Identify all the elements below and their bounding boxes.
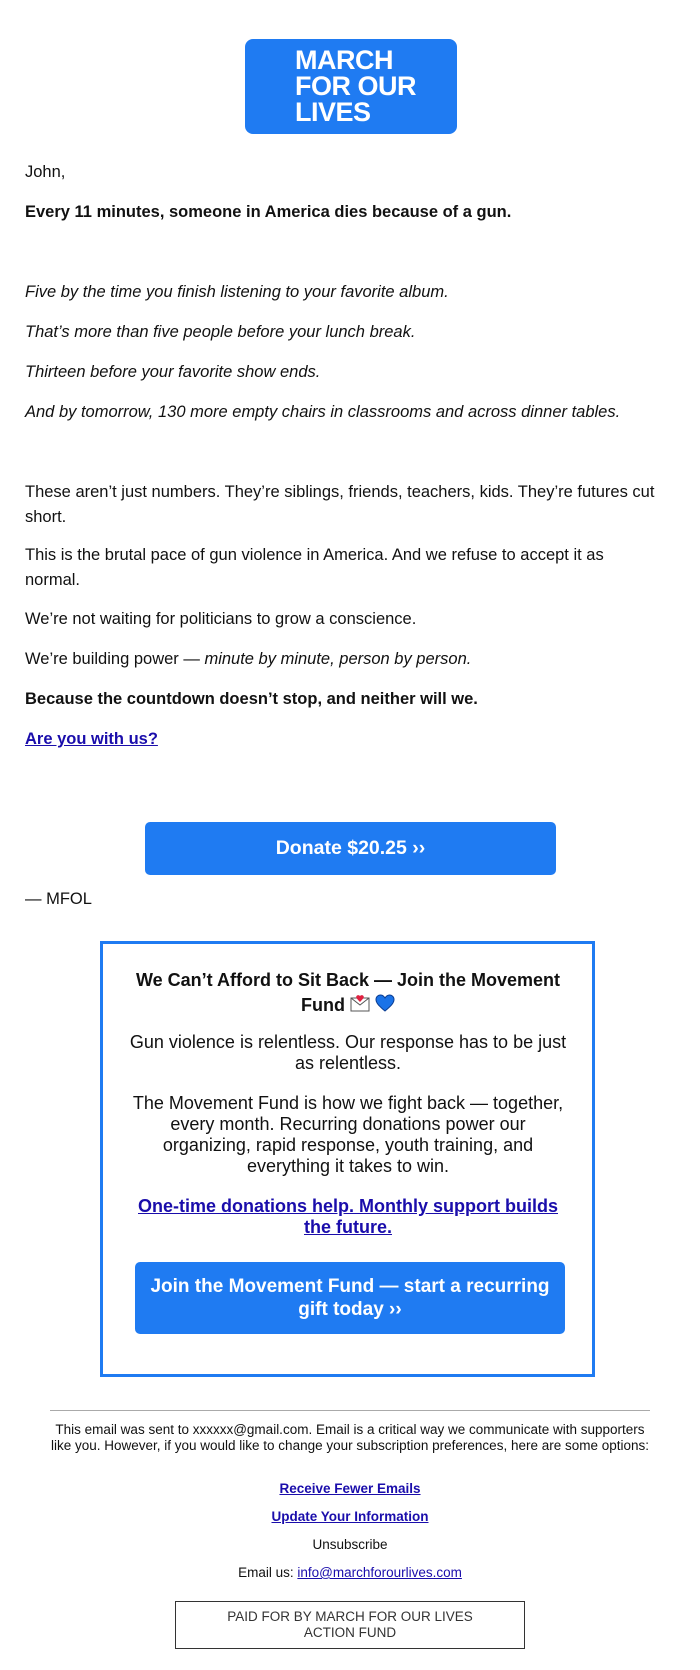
donate-button[interactable]: Donate $20.25 ›› [145, 822, 556, 875]
update-information-link[interactable]: Update Your Information [271, 1509, 429, 1524]
movement-fund-description: The Movement Fund is how we fight back — together, every month. Recurring donations power our organizing, rapid response, youth training, and everything it takes to win. [132, 1093, 564, 1176]
cta-link-wrap [25, 727, 685, 752]
email-us-label: Email us: [238, 1565, 298, 1580]
footer-divider [50, 1410, 650, 1411]
mfol-logo[interactable] [245, 39, 457, 134]
movement-fund-link-wrap [128, 1196, 568, 1238]
logo-wordmark [295, 47, 416, 125]
paragraph-brutal-pace: This is the brutal pace of gun violence in America. And we refuse to accept it as normal. [25, 546, 604, 589]
stat-line-4: And by tomorrow, 130 more empty chairs in classrooms and across dinner tables. [25, 403, 621, 421]
email-us-line [50, 1565, 650, 1581]
update-info-wrap [50, 1509, 650, 1525]
logo-line-1: MARCH [295, 45, 393, 75]
headline: Every 11 minutes, someone in America dies because of a gun. [25, 203, 512, 221]
footer-notice: This email was sent to xxxxxx@gmail.com. Email is a critical way we communicate with supporters like you. However, if you would like to change your subscription preferences, here are some options: [50, 1422, 650, 1453]
stat-line-1: Five by the time you finish listening to your favorite album. [25, 283, 449, 301]
movement-fund-relentless: Gun violence is relentless. Our response has to be just as relentless. [129, 1032, 567, 1073]
bold-closing: Because the countdown doesn’t stop, and neither will we. [25, 690, 478, 708]
movement-fund-title-text: We Can’t Afford to Sit Back — Join the Movement Fund [135, 970, 561, 1015]
building-power-italic: minute by minute, person by person. [204, 650, 472, 668]
signature: — MFOL [25, 890, 92, 908]
paragraph-numbers: These aren’t just numbers. They’re siblings, friends, teachers, kids. They’re futures cut short. [25, 483, 655, 526]
blue-heart-icon [375, 994, 395, 1019]
monthly-support-link[interactable]: One-time donations help. Monthly support builds the future. [138, 1196, 558, 1237]
contact-email-link[interactable]: info@marchforourlives.com [297, 1565, 462, 1580]
greeting: John, [25, 163, 66, 181]
stat-line-2: That’s more than five people before your lunch break. [25, 323, 416, 341]
stat-line-3: Thirteen before your favorite show ends. [25, 363, 321, 381]
love-letter-icon [350, 994, 370, 1019]
paid-for-disclaimer: PAID FOR BY MARCH FOR OUR LIVES ACTION FUND [175, 1601, 525, 1649]
logo-line-3: LIVES [295, 97, 371, 127]
movement-fund-title [128, 968, 568, 1019]
building-power-lead: We’re building power — [25, 650, 205, 668]
receive-fewer-emails-link[interactable]: Receive Fewer Emails [279, 1481, 421, 1496]
fewer-emails-wrap [50, 1481, 650, 1497]
are-you-with-us-link[interactable]: Are you with us? [25, 730, 158, 748]
paragraph-politicians: We’re not waiting for politicians to grow a conscience. [25, 610, 417, 628]
movement-fund-box [100, 941, 595, 1377]
unsubscribe-link[interactable]: Unsubscribe [312, 1537, 388, 1552]
logo-line-2: FOR OUR [295, 71, 416, 101]
paragraph-building-power [25, 647, 685, 672]
join-movement-fund-button[interactable]: Join the Movement Fund — start a recurring gift today ›› [135, 1262, 565, 1334]
